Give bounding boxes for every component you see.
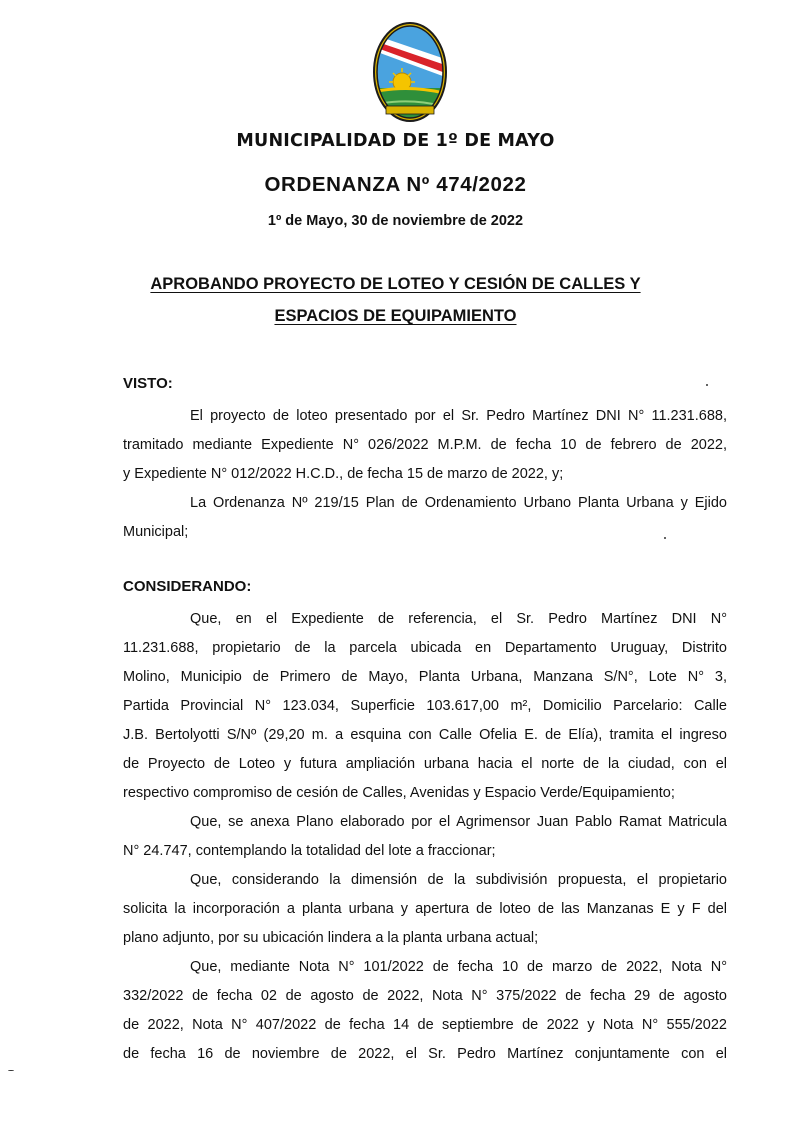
visto-paragraph-1 [123,402,727,489]
ordinance-date: 1º de Mayo, 30 de noviembre de 2022 [267,213,524,229]
text-line: tramitado mediante Expediente N° 026/2022 M.P.M. de fecha 10 de febrero de 2022, [123,437,727,453]
municipal-seal-logo [372,20,448,124]
text-line: El proyecto de loteo presentado por el Sr. Pedro Martínez DNI N° 11.231.688, [190,408,727,424]
considerando-paragraph-4 [123,953,727,1069]
text-line: 11.231.688, propietario de la parcela ubicada en Departamento Uruguay, Distrito [123,640,727,656]
considerando-paragraph-3 [123,866,727,953]
text-line: Que, mediante Nota N° 101/2022 de fecha 10 de marzo de 2022, Nota N° [190,959,727,975]
text-line: Partida Provincial N° 123.034, Superficie 103.617,00 m², Domicilio Parcelario: Calle [123,698,727,714]
text-line: Municipal; [123,524,189,540]
text-line: solicita la incorporación a planta urbana y apertura de loteo de las Manzanas E y F del [123,901,727,917]
scan-speck [706,384,708,386]
text-line: y Expediente N° 012/2022 H.C.D., de fecha 15 de marzo de 2022, y; [123,466,564,482]
text-line: de fecha 16 de noviembre de 2022, el Sr. Pedro Martínez conjuntamente con el [123,1046,727,1062]
text-line: N° 24.747, contemplando la totalidad del lote a fraccionar; [123,843,496,859]
text-line: plano adjunto, por su ubicación lindera a la planta urbana actual; [123,930,539,946]
considerando-heading: CONSIDERANDO: [123,578,252,595]
visto-heading: VISTO: [123,375,173,392]
text-line: de 2022, Nota N° 407/2022 de fecha 14 de septiembre de 2022 y Nota N° 555/2022 [123,1017,727,1033]
text-line: respectivo compromiso de cesión de Calles, Avenidas y Espacio Verde/Equipamiento; [123,785,675,801]
considerando-paragraph-2 [123,808,727,866]
text-line: de Proyecto de Loteo y futura ampliación urbana hacia el norte de la ciudad, con el [123,756,727,772]
text-line: La Ordenanza Nº 219/15 Plan de Ordenamiento Urbano Planta Urbana y Ejido [190,495,727,511]
text-line: Que, considerando la dimensión de la subdivisión propuesta, el propietario [190,872,727,888]
subject-line-2: ESPACIOS DE EQUIPAMIENTO [274,307,517,325]
considerando-paragraph-1 [123,605,727,808]
text-line: Molino, Municipio de Primero de Mayo, Planta Urbana, Manzana S/N°, Lote N° 3, [123,669,727,685]
municipality-title: MUNICIPALIDAD DE 1º DE MAYO [236,131,555,151]
text-line: Que, se anexa Plano elaborado por el Agrimensor Juan Pablo Ramat Matricula [190,814,727,830]
scan-speck [664,537,666,539]
scan-speck [8,1070,14,1071]
text-line: J.B. Bertolyotti S/Nº (29,20 m. a esquina con Calle Ofelia E. de Elía), tramita el ingreso [123,727,727,743]
text-line: 332/2022 de fecha 02 de agosto de 2022, Nota N° 375/2022 de fecha 29 de agosto [123,988,727,1004]
ordinance-number: ORDENANZA Nº 474/2022 [264,173,527,196]
text-line: Que, en el Expediente de referencia, el Sr. Pedro Martínez DNI N° [190,611,727,627]
visto-paragraph-2 [123,489,727,547]
subject-line-1: APROBANDO PROYECTO DE LOTEO Y CESIÓN DE CALLES Y [150,275,641,293]
ordinance-subject [0,268,791,332]
